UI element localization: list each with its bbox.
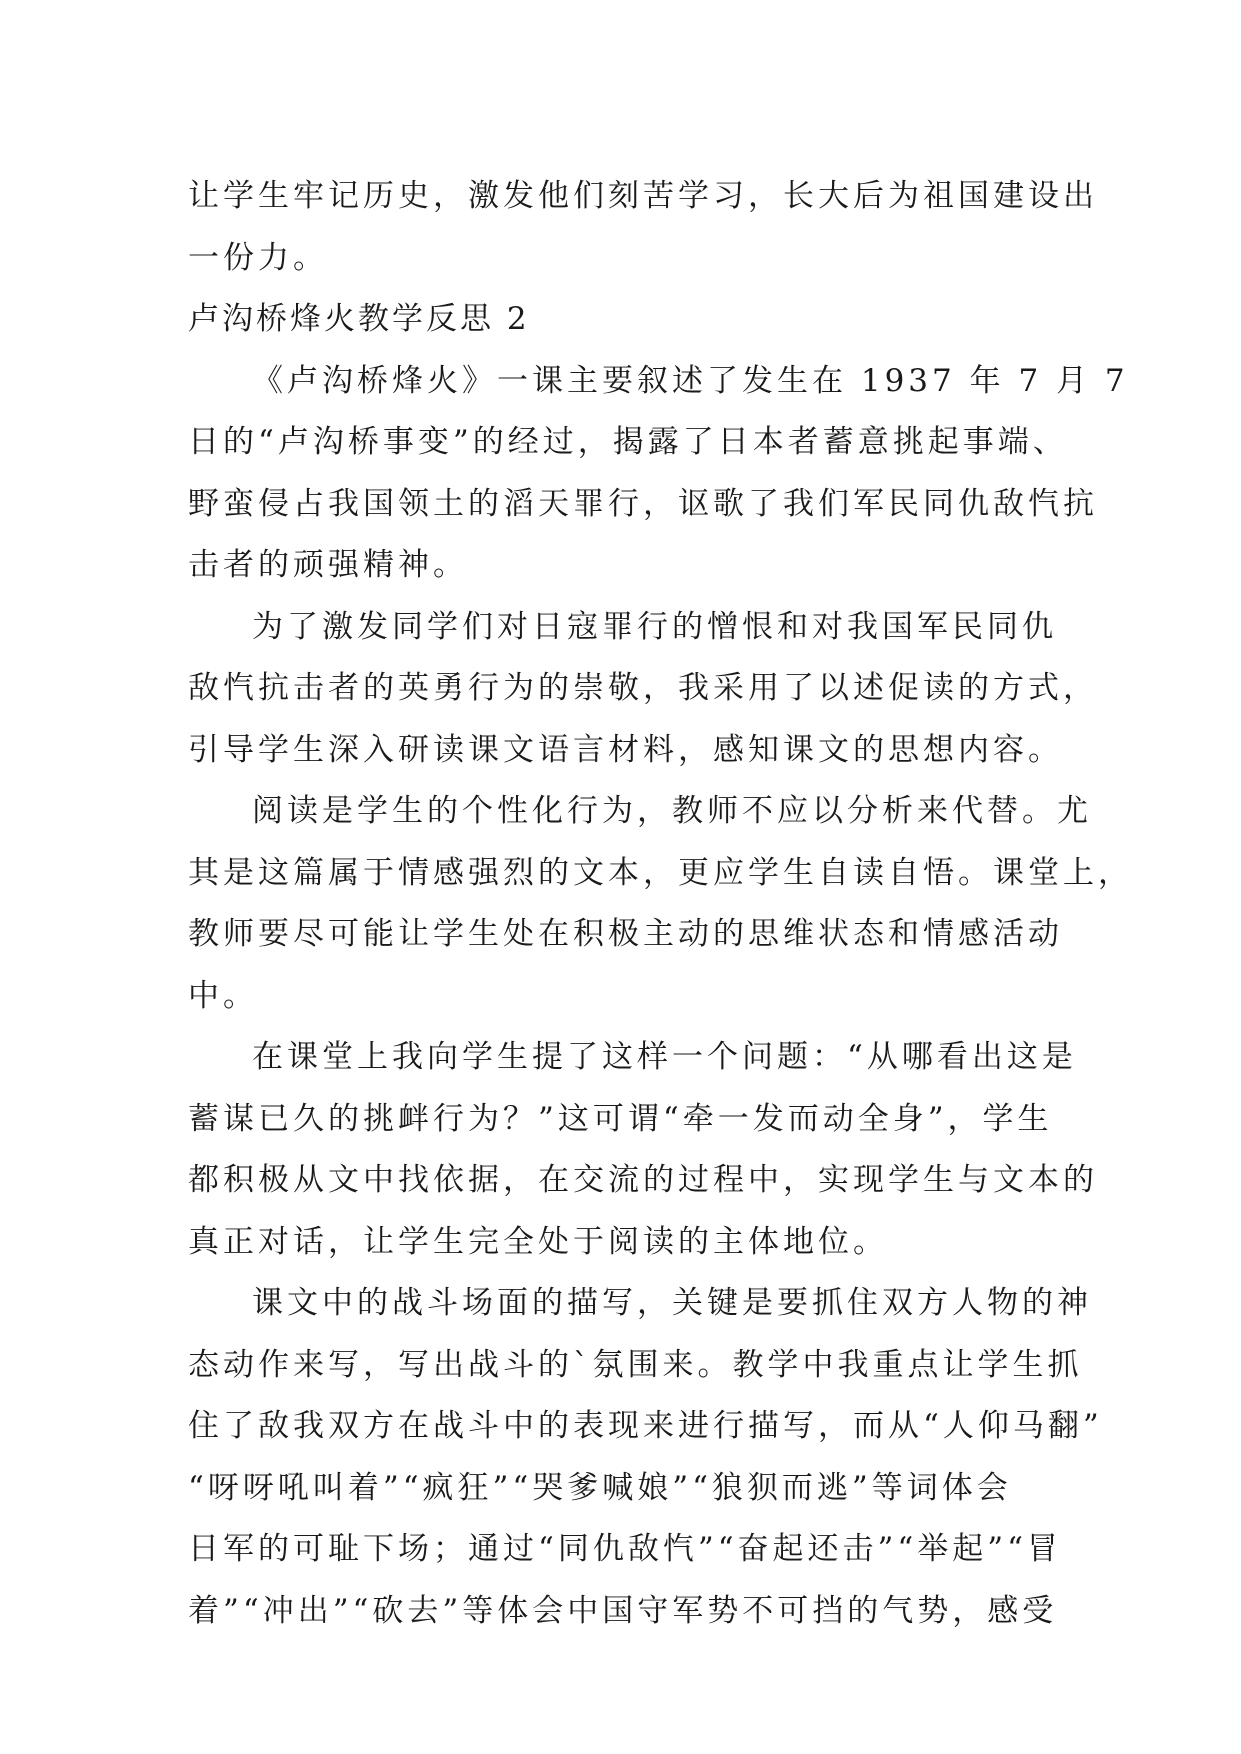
- text-line: “呀呀吼叫着”“疯狂”“哭爹喊娘”“狼狈而逃”等词体会: [188, 1469, 1012, 1506]
- document-body: [188, 166, 1133, 1642]
- text-line: 击者的顽强精神。: [188, 547, 468, 583]
- paragraph-question: [188, 1027, 1098, 1273]
- text-line: 其是这篇属于情感强烈的文本，更应学生自读自悟。课堂上，: [188, 854, 1133, 891]
- section-heading: [188, 289, 1058, 351]
- text-line: 野蛮侵占我国领土的滔天罪行，讴歌了我们军民同仇敌忾抗: [188, 485, 1098, 522]
- text-line: 日的“卢沟桥事变”的经过，揭露了日本者蓄意挑起事端、: [188, 424, 1068, 460]
- paragraph-reading: [188, 781, 1133, 1027]
- text-line: 住了敌我双方在战斗中的表现来进行描写，而从“人仰马翻”: [188, 1408, 1103, 1444]
- text-line: 着”“冲出”“砍去”等体会中国守军势不可挡的气势，感受: [188, 1592, 1058, 1629]
- text-line: 让学生牢记历史，激发他们刻苦学习，长大后为祖国建设出: [188, 178, 1098, 214]
- text-line: 态动作来写，写出战斗的`氛围来。教学中我重点让学生抓: [188, 1346, 1083, 1383]
- text-line: 引导学生深入研读课文语言材料，感知课文的思想内容。: [188, 731, 1063, 768]
- paragraph-continuation: [188, 166, 1098, 289]
- text-line: 为了激发同学们对日寇罪行的憎恨和对我国军民同仇: [252, 608, 1057, 645]
- paragraph-battle: [188, 1273, 1103, 1642]
- text-line: 中。: [188, 977, 258, 1014]
- text-line: 一份力。: [188, 239, 328, 276]
- text-line: 《卢沟桥烽火》一课主要叙述了发生在 1937 年 7 月 7: [252, 362, 1129, 399]
- heading-text: 卢沟桥烽火教学反思 2: [188, 301, 530, 337]
- text-line: 在课堂上我向学生提了这样一个问题：“从哪看出这是: [252, 1039, 1077, 1075]
- text-line: 日军的可耻下场；通过“同仇敌忾”“奋起还击”“举起”“冒: [188, 1531, 1062, 1567]
- text-line: 敌忾抗击者的英勇行为的崇敬，我采用了以述促读的方式，: [188, 670, 1098, 706]
- text-line: 都积极从文中找依据，在交流的过程中，实现学生与文本的: [188, 1162, 1098, 1198]
- text-line: 教师要尽可能让学生处在积极主动的思维状态和情感活动: [188, 916, 1063, 952]
- text-line: 蓄谋已久的挑衅行为？”这可谓“牵一发而动全身”，学生: [188, 1100, 1053, 1137]
- paragraph-method: [188, 597, 1098, 782]
- paragraph-intro: [188, 351, 1129, 597]
- text-line: 阅读是学生的个性化行为，教师不应以分析来代替。尤: [252, 793, 1092, 829]
- text-line: 真正对话，让学生完全处于阅读的主体地位。: [188, 1223, 888, 1260]
- text-line: 课文中的战斗场面的描写，关键是要抓住双方人物的神: [252, 1285, 1092, 1321]
